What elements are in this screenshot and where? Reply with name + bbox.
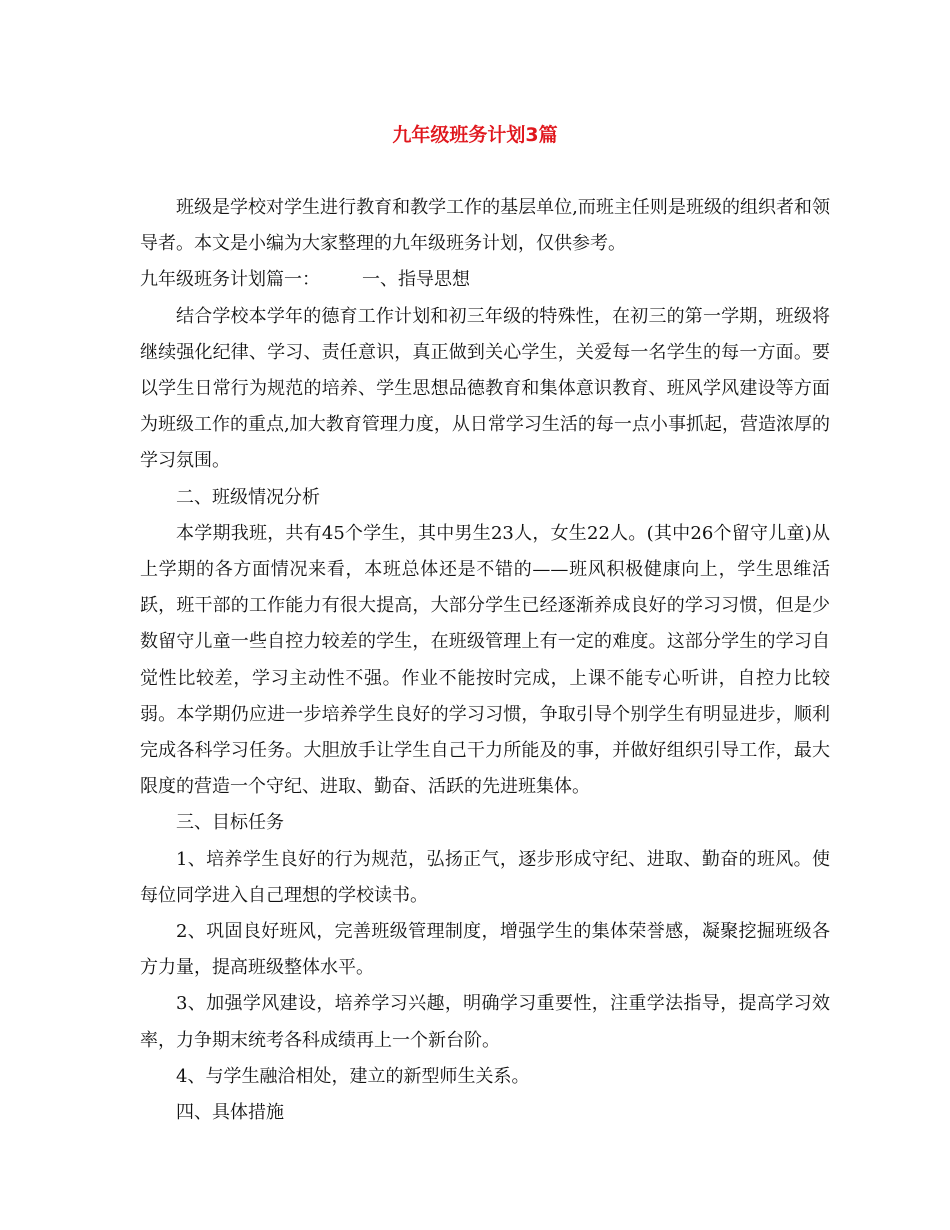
goal-item: 3、加强学风建设，培养学习兴趣，明确学习重要性，注重学法指导，提高学习效率，力争期末统考各科成绩再上一个新台阶。: [140, 993, 830, 1051]
goal-item: 2、巩固良好班风，完善班级管理制度，增强学生的集体荣誉感，凝聚挖掘班级各方力量，提高班级整体水平。: [140, 921, 830, 979]
section-1-paragraph: 结合学校本学年的德育工作计划和初三年级的特殊性，在初三的第一学期，班级将继续强化纪律、学习、责任意识，真正做到关心学生，关爱每一名学生的每一方面。要以学生日常行为规范的培养、学生思想品德教育和集体意识教育、班风学风建设等方面为班级工作的重点,加大教育管理力度，从日常学习生活的每一点小事抓起，营造浓厚的学习氛围。: [140, 305, 830, 472]
intro-paragraph: 班级是学校对学生进行教育和教学工作的基层单位,而班主任则是班级的组织者和领导者。本文是小编为大家整理的九年级班务计划，仅供参考。: [140, 197, 830, 255]
document-body: [140, 190, 830, 1131]
section-1-heading: 一、指导思想: [362, 269, 470, 291]
part-one-label: 九年级班务计划篇一：: [140, 269, 320, 291]
section-2-paragraph: 本学期我班，共有45个学生，其中男生23人，女生22人。(其中26个留守儿童)从上学期的各方面情况来看，本班总体还是不错的——班风积极健康向上，学生思维活跃，班干部的工作能力有很大提高，大部分学生已经逐渐养成良好的学习习惯，但是少数留守儿童一些自控力较差的学生，在班级管理上有一定的难度。这部分学生的学习自觉性比较差，学习主动性不强。作业不能按时完成，上课不能专心听讲，自控力比较弱。本学期仍应进一步培养学生良好的学习习惯，争取引导个别学生有明显进步，顺利完成各科学习任务。大胆放手让学生自己干力所能及的事，并做好组织引导工作，最大限度的营造一个守纪、进取、勤奋、活跃的先进班集体。: [140, 522, 830, 798]
document-title: 九年级班务计划3篇: [392, 124, 558, 146]
section-2-heading: 二、班级情况分析: [176, 486, 320, 508]
goal-item: 4、与学生融洽相处，建立的新型师生关系。: [176, 1065, 530, 1087]
goal-item: 1、培养学生良好的行为规范，弘扬正气，逐步形成守纪、进取、勤奋的班风。使每位同学进入自己理想的学校读书。: [140, 848, 830, 906]
section-4-heading: 四、具体措施: [176, 1102, 284, 1124]
part-one-heading-line: [140, 262, 830, 298]
section-3-heading: 三、目标任务: [176, 812, 284, 834]
